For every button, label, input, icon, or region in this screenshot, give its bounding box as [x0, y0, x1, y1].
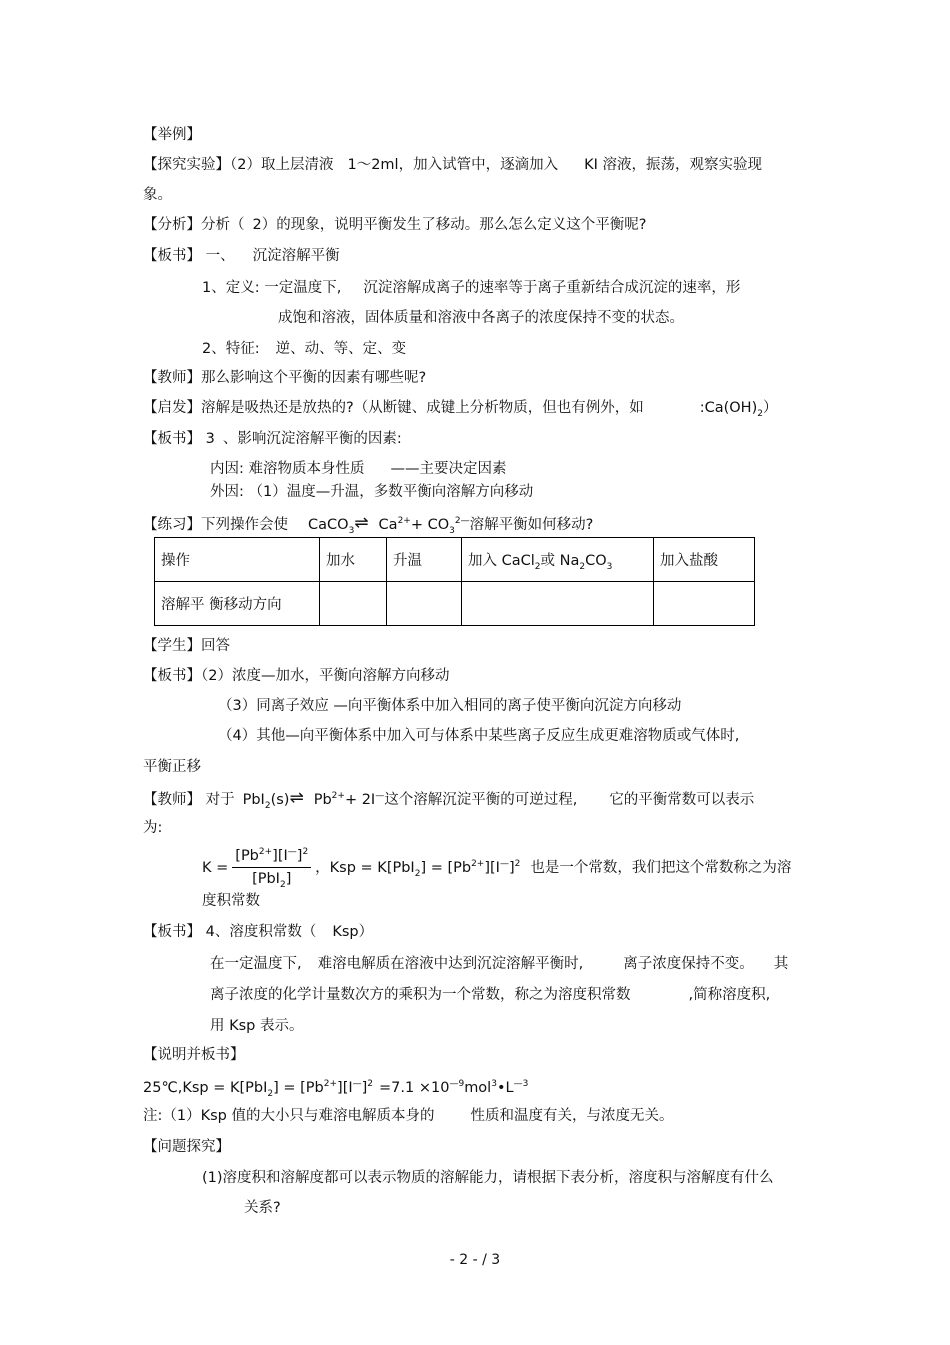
board-3: 【板书】 3 、影响沉淀溶解平衡的因素: [143, 431, 402, 447]
table-cell: 升温 [387, 538, 462, 582]
k-expression-cont: 度积常数 [202, 893, 260, 909]
table-cell [462, 582, 654, 626]
other-factor: （4）其他—向平衡体系中加入可与体系中某些离子反应生成更难溶物质或气体时, [218, 728, 740, 744]
board-1: 【板书】 一、 沉淀溶解平衡 [143, 248, 340, 264]
k-fraction: $\frac{[Pb^{2+}][I^—]^2}{[PbI_2]}$ [232, 846, 311, 890]
table-cell: 溶解平 衡移动方向 [155, 582, 320, 626]
definition-cont: 成饱和溶液，固体质量和溶液中各离子的浓度保持不变的状态。 [278, 310, 684, 326]
exp-line: 【探究实验】（2）取上层清液 1～2ml，加入试管中，逐滴加入 KI 溶液，振荡，观察实验现 [143, 157, 762, 173]
heading-example: 【举例】 [143, 127, 201, 143]
ksp-value: 25℃,Ksp = $K[PbI_2] = [Pb^{2+}][I^—]^2 =7.1$ $\times 10^{—9}mol^3•L^{—3}$ [143, 1079, 529, 1099]
table-cell [654, 582, 755, 626]
question-1-cont: 关系? [244, 1200, 281, 1216]
board-conc: 【板书】（2）浓度—加水，平衡向溶解方向移动 [143, 668, 450, 684]
table-row [155, 582, 755, 626]
table-cell [320, 582, 387, 626]
exercise-line: 【练习】下列操作会使 CaCO$_3$⇌ $Ca^{2+}+ CO_3^{2—}$溶解平衡如何移动? [143, 513, 594, 536]
table-row [155, 538, 755, 582]
explain-heading: 【说明并板书】 [143, 1047, 245, 1063]
other-factor-cont: 平衡正移 [143, 759, 201, 775]
definition-line: 1、定义: 一定温度下, 沉淀溶解成离子的速率等于离子重新结合成沉淀的速率，形 [202, 280, 741, 296]
inspire-line: 【启发】溶解是吸热还是放热的?（从断键、成键上分析物质，但也有例外，如 $:Ca(OH)_2$） [143, 400, 778, 419]
student-line: 【学生】回答 [143, 638, 230, 654]
teacher-2: 【教师】 对于 PbI$_2$(s)⇌ $Pb^{2+}+ 2I^—$这个溶解沉淀平衡的可逆过程, 它的平衡常数可以表示 [143, 788, 755, 811]
equilibrium-arrow: ⇌ [289, 788, 300, 808]
teacher-1: 【教师】那么影响这个平衡的因素有哪些呢? [143, 370, 427, 386]
ksp-def-1: 在一定温度下, 难溶电解质在溶液中达到沉淀溶解平衡时, 离子浓度保持不变。 其 [210, 956, 789, 972]
feature-line: 2、特征: 逆、动、等、定、变 [202, 341, 407, 357]
teacher-2-cont: 为: [143, 820, 163, 836]
exercise-table [154, 537, 755, 626]
question-heading: 【问题探究】 [143, 1139, 230, 1155]
table-cell: 操作 [155, 538, 320, 582]
table-cell: 加水 [320, 538, 387, 582]
equilibrium-arrow: ⇌ [354, 513, 365, 533]
note-line: 注:（1）Ksp 值的大小只与难溶电解质本身的 性质和温度有关，与浓度无关。 [143, 1108, 674, 1124]
question-1: (1)溶度积和溶解度都可以表示物质的溶解能力，请根据下表分析，溶度积与溶解度有什么 [202, 1170, 774, 1186]
table-cell [387, 582, 462, 626]
page-number: - 2 - / 3 [449, 1252, 501, 1268]
table-cell: 加入盐酸 [654, 538, 755, 582]
board-4: 【板书】 4、溶度积常数（ Ksp） [143, 924, 374, 940]
k-expression: K = $\frac{[Pb^{2+}][I^—]^2}{[PbI_2]}$ ，Ksp = $K[PbI_2] = [Pb^{2+}][I^—]^2$ 也是一个常数，我们把这个常数称之为溶 [202, 847, 792, 890]
common-ion: （3）同离子效应 —向平衡体系中加入相同的离子使平衡向沉淀方向移动 [218, 698, 682, 714]
exp-line-cont: 象。 [143, 187, 172, 203]
external-factor: 外因: （1）温度—升温，多数平衡向溶解方向移动 [210, 484, 534, 500]
table-cell: 加入 CaCl$_2$或 $Na_2CO_3$ [462, 538, 654, 582]
ksp-def-2: 离子浓度的化学计量数次方的乘积为一个常数，称之为溶度积常数 ,简称溶度积, [210, 987, 771, 1003]
internal-factor: 内因: 难溶物质本身性质 ——主要决定因素 [210, 461, 507, 477]
ksp-def-3: 用 Ksp 表示。 [210, 1018, 304, 1034]
analysis-line: 【分析】分析（ 2）的现象，说明平衡发生了移动。那么怎么定义这个平衡呢? [143, 217, 647, 233]
